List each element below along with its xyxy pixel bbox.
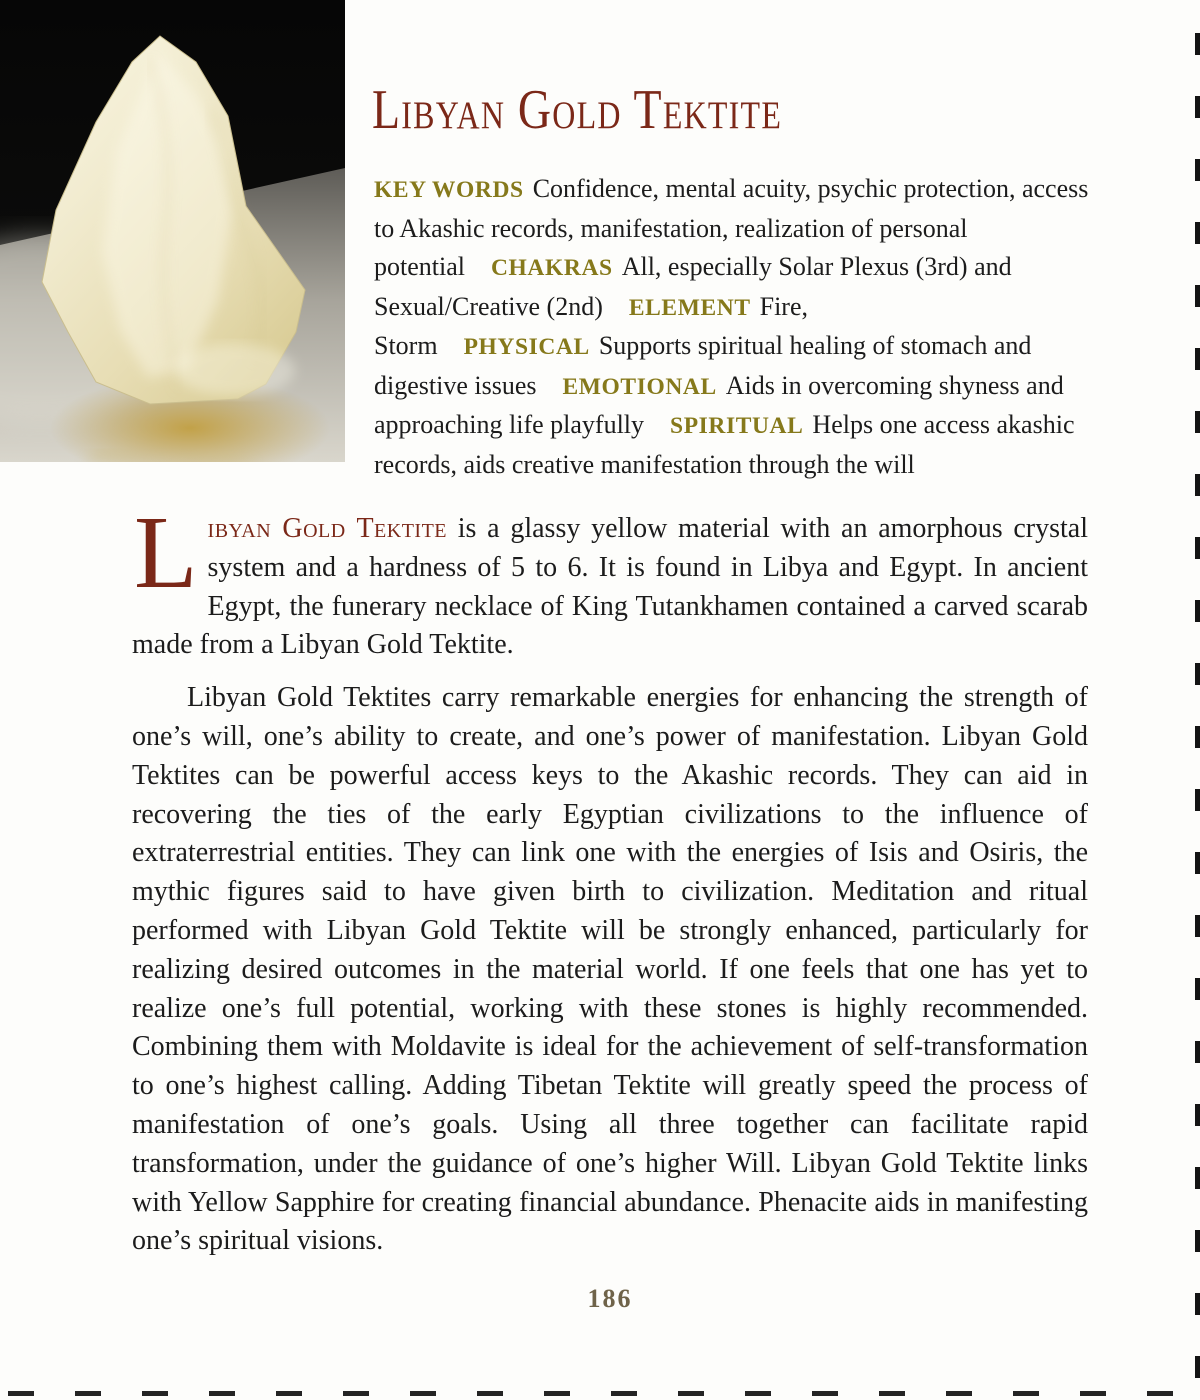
attribute-value: Confidence, mental acuity, psychic protection, access to Akashic records, manifestation, realization of personal potential bbox=[374, 174, 1089, 281]
stone-base-sheen bbox=[175, 344, 295, 396]
edge-tick bbox=[1195, 411, 1200, 433]
edge-tick bbox=[1195, 33, 1200, 55]
body-paragraph-1 bbox=[132, 495, 1088, 665]
edge-tick bbox=[1195, 1230, 1200, 1252]
attribute-label: ELEMENT bbox=[628, 294, 751, 321]
edge-dash bbox=[276, 1391, 302, 1396]
edge-tick bbox=[1195, 915, 1200, 937]
edge-dash bbox=[611, 1391, 637, 1396]
body-text bbox=[132, 495, 1088, 1261]
edge-tick bbox=[1195, 600, 1200, 622]
edge-dash bbox=[1147, 1391, 1173, 1396]
paragraph-1-text: is a glassy yellow material with an amorphous crystal system and a hardness of 5 to 6. It is found in Libya and Egypt. In ancient Egypt, the funerary necklace of King Tutankhamen contained a carved scarab made from a Libyan Gold Tektite. bbox=[132, 513, 1088, 661]
attribute-value: Helps one access akashic records, aids creative manifestation through the will bbox=[374, 410, 1075, 479]
edge-tick bbox=[1195, 978, 1200, 1000]
edge-tick bbox=[1195, 96, 1200, 118]
edge-tick bbox=[1195, 474, 1200, 496]
edge-dash bbox=[8, 1391, 34, 1396]
edge-dash bbox=[410, 1391, 436, 1396]
attribute-value: Supports spiritual healing of stomach and digestive issues bbox=[374, 331, 1032, 400]
edge-tick bbox=[1195, 789, 1200, 811]
edge-dash bbox=[1013, 1391, 1039, 1396]
edge-dash bbox=[879, 1391, 905, 1396]
stone-photo bbox=[0, 0, 345, 462]
page-title-text: Libyan Gold Tektite bbox=[372, 79, 783, 141]
attribute-label: PHYSICAL bbox=[463, 334, 590, 360]
edge-dash bbox=[812, 1391, 838, 1396]
stone-photo-graphic bbox=[0, 0, 345, 462]
edge-tick bbox=[1195, 285, 1200, 307]
edge-tick bbox=[1195, 852, 1200, 874]
edge-tick bbox=[1195, 1104, 1200, 1126]
attribute-value: Aids in overcoming shyness and approaching life playfully bbox=[374, 370, 1064, 439]
attribute-label: EMOTIONAL bbox=[562, 373, 717, 400]
edge-tick bbox=[1195, 1041, 1200, 1063]
edge-tick bbox=[1195, 663, 1200, 685]
edge-dash bbox=[209, 1391, 235, 1396]
attribute-label: CHAKRAS bbox=[490, 255, 613, 281]
edge-dash bbox=[946, 1391, 972, 1396]
edge-tick bbox=[1195, 159, 1200, 181]
attributes-paragraph bbox=[374, 170, 1110, 484]
edge-tick bbox=[1195, 1293, 1200, 1315]
edge-tick bbox=[1195, 537, 1200, 559]
edge-tick bbox=[1195, 222, 1200, 244]
edge-tick bbox=[1195, 726, 1200, 748]
attribute-value: Fire, Storm bbox=[374, 291, 808, 360]
edge-dash bbox=[544, 1391, 570, 1396]
attribute-label: KEY WORDS bbox=[374, 177, 524, 203]
page-number: 186 bbox=[587, 1284, 633, 1313]
attribute-value: All, especially Solar Plexus (3rd) and Sexual/Creative (2nd) bbox=[374, 252, 1012, 321]
drop-cap: L bbox=[134, 495, 198, 610]
edge-dash bbox=[1080, 1391, 1106, 1396]
body-paragraph-2: Libyan Gold Tektites carry remarkable energies for enhancing the strength of one’s will, one’s ability to create, and one’s power of manifestation. Libyan Gold Tektites can be powerful access keys to the Akashic records. They can aid in recovering the ties of the early Egyptian civilizations to the influence of extraterrestrial entities. They can link one with the energies of Isis and Osiris, the mythic figures said to have given birth to civilization. Meditation and ritual performed with Libyan Gold Tektite will be strongly enhanced, particularly for realizing desired outcomes in the material world. If one feels that one has yet to realize one’s full potential, working with these stones is highly recommended. Combining them with Moldavite is ideal for the achievement of self-transformation to one’s highest calling. Adding Tibetan Tektite will greatly speed the process of manifestation of one’s goals. Using all three together can facilitate rapid transformation, under the guidance of one’s higher Will. Libyan Gold Tektite links with Yellow Sapphire for creating financial abundance. Phenacite aids in manifesting one’s spiritual visions. bbox=[132, 682, 1088, 1257]
page-title bbox=[372, 79, 872, 141]
edge-dash bbox=[745, 1391, 771, 1396]
edge-dash bbox=[477, 1391, 503, 1396]
edge-dash bbox=[142, 1391, 168, 1396]
attribute-label: SPIRITUAL bbox=[670, 413, 804, 439]
edge-dash bbox=[343, 1391, 369, 1396]
lead-smallcaps: ibyan Gold Tektite bbox=[207, 513, 448, 544]
edge-tick bbox=[1195, 1167, 1200, 1189]
edge-tick bbox=[1195, 348, 1200, 370]
edge-tick bbox=[1195, 1356, 1200, 1378]
edge-dash bbox=[678, 1391, 704, 1396]
edge-dash bbox=[75, 1391, 101, 1396]
